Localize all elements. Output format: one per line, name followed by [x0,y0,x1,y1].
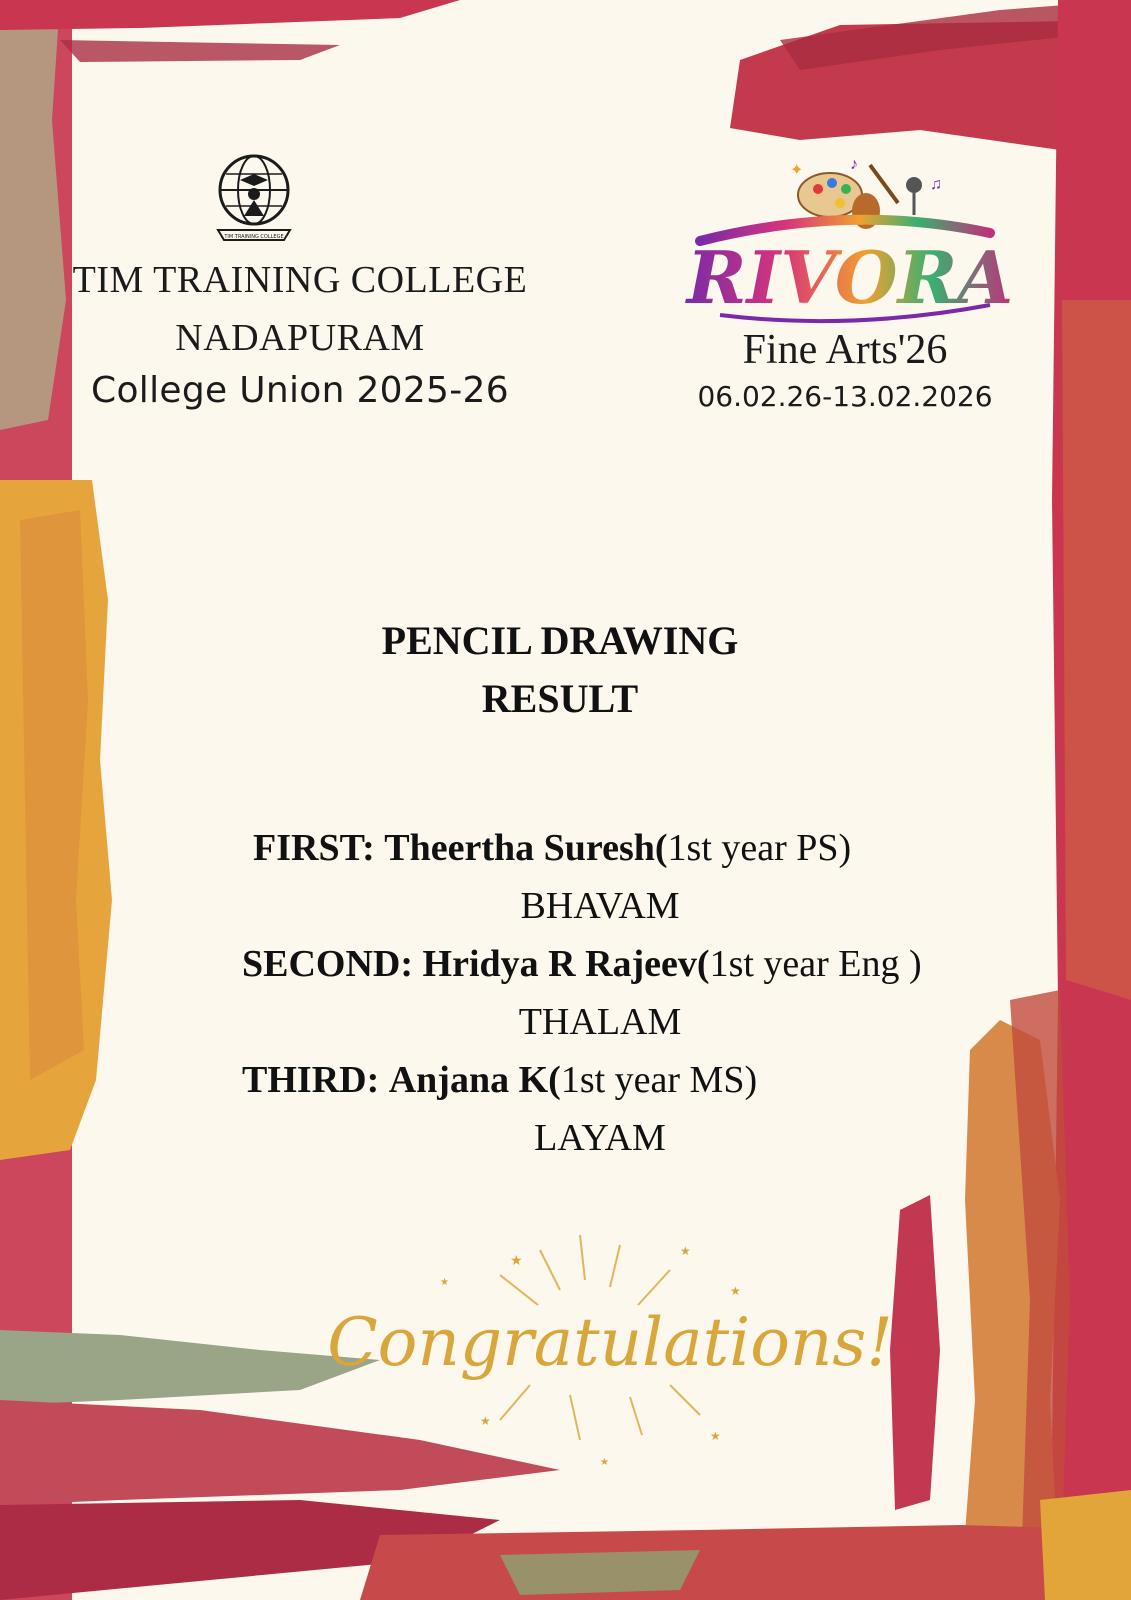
winner-first [253,826,851,870]
star-icon: ★ [730,1284,741,1298]
winner-name: Anjana K( [388,1059,561,1101]
winner-third [242,1058,757,1102]
fest-dates: 06.02.26-13.02.2026 [697,380,993,413]
winner-house: THALAM [518,1001,682,1043]
college-location: NADAPURAM [175,317,425,359]
college-logo [212,150,296,246]
college-logo-text: TIM TRAINING COLLEGE [224,234,284,240]
star-icon: ✦ [790,162,804,179]
congratulations-text: Congratulations! [327,1304,893,1381]
rivora-logo [686,155,1014,335]
winner-detail: 1st year Eng ) [709,943,922,985]
winner-place: FIRST: [253,827,375,869]
winner-place: THIRD: [242,1059,380,1101]
star-icon: ★ [680,1244,691,1258]
college-name: TIM TRAINING COLLEGE [72,259,528,301]
star-icon: ★ [440,1277,449,1288]
winner-house: BHAVAM [520,885,680,927]
star-icon: ★ [600,1457,609,1468]
rivora-wordmark: RIVORA [686,235,1014,320]
fest-name: Fine Arts'26 [742,327,948,373]
congratulations-graphic [327,1225,893,1475]
star-icon: ★ [480,1414,491,1428]
winner-name: Theertha Suresh( [384,827,668,869]
star-icon: ★ [710,1429,721,1443]
microphone-icon [906,177,922,215]
music-note-icon: ♪ [850,156,858,173]
winner-name: Hridya R Rajeev( [422,943,710,985]
winner-detail: 1st year PS) [667,827,852,869]
result-heading: RESULT [481,676,639,721]
winner-house: LAYAM [534,1117,666,1159]
event-title: PENCIL DRAWING [381,618,739,663]
star-icon: ★ [510,1254,523,1269]
winner-detail: 1st year MS) [560,1059,758,1101]
music-note-icon-2: ♫ [930,176,942,193]
college-union: College Union 2025-26 [91,370,509,411]
winner-second [242,942,922,986]
winner-place: SECOND: [242,943,414,985]
